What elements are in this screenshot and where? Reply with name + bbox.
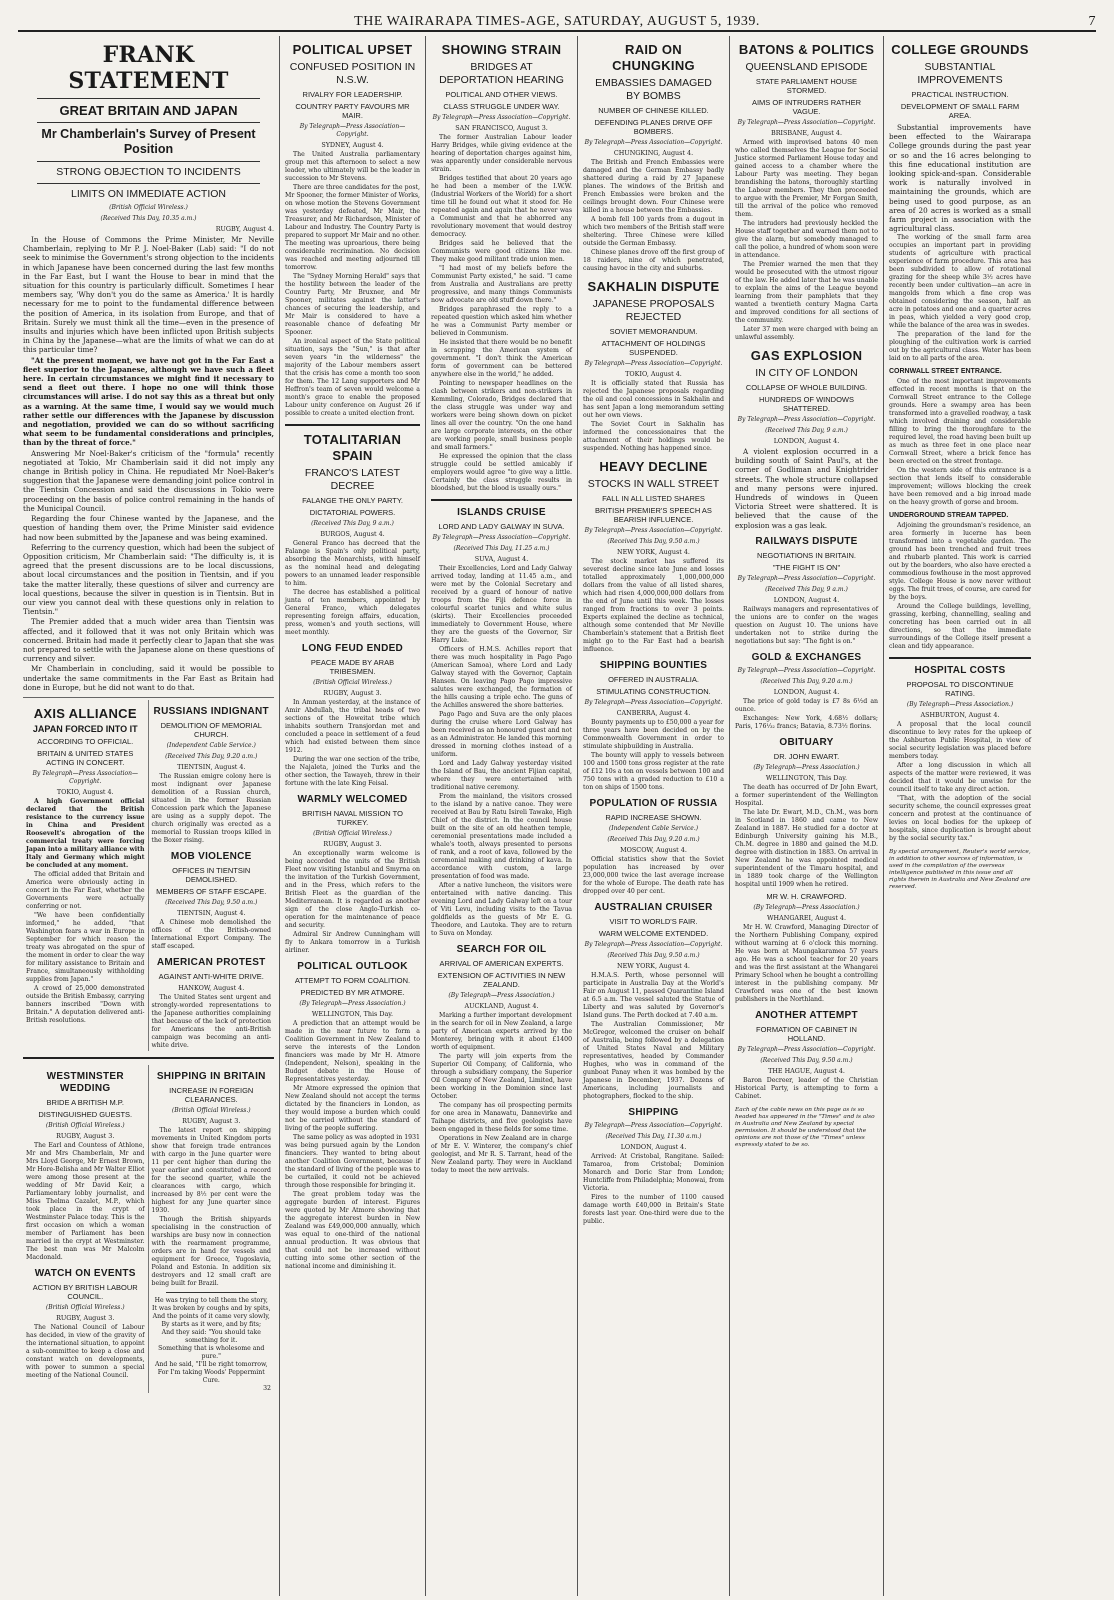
deck: "THE FIGHT IS ON" bbox=[772, 562, 841, 572]
headline: SEARCH FOR OIL bbox=[456, 944, 547, 955]
paragraph: Mr Chamberlain in concluding, said it would be possible to undertake the same commitments in the Far East as Britain had done in Europe, but he did not want to do that. bbox=[23, 664, 274, 692]
source: (British Official Wireless.) bbox=[313, 830, 392, 837]
paragraph: The decree has established a political junta of ten members, appointed by General Franco, which delegates representing foreign affairs, education, press, women's and youth sections, will meet monthly. bbox=[285, 589, 420, 636]
paragraph: A violent explosion occurred in a building south of Saint Paul's, at the corner of Godliman and Knightrider streets. The whole structure collapsed and many persons were injured. Hundreds of windows in Queen Victoria Street were shattered. It is believed that the cause of the explosion was a gas leak. bbox=[735, 447, 878, 530]
paragraph: The National Council of Labour has decided, in view of the gravity of the international situation, to appoint a sub-committee to keep a close and constant watch on developments, with power to summon a special meeting of the National Council. bbox=[26, 1323, 145, 1379]
deck: Mr Chamberlain's Survey of Present Position bbox=[41, 127, 256, 156]
deck: STIMULATING CONSTRUCTION. bbox=[596, 687, 711, 696]
received: (Received This Day, 9.20 a.m.) bbox=[760, 677, 853, 685]
headline: AUSTRALIAN CRUISER bbox=[594, 902, 713, 913]
deck: JAPANESE PROPOSALS REJECTED bbox=[592, 298, 715, 323]
paragraph: The official added that Britain and America were obviously acting in concert in the Far East, whether the Governments were actually conferring or not. bbox=[26, 870, 145, 910]
paragraph: "I had most of my beliefs before the Communist Party existed," he said. "I came from Australia and Australians are pretty progressive, and many things Communists now advocate are old stuff down there." bbox=[431, 265, 572, 304]
deck: INCREASE IN FOREIGN CLEARANCES. bbox=[169, 1085, 254, 1104]
deck: STRONG OBJECTION TO INCIDENTS bbox=[56, 166, 241, 178]
dateline: TIENTSIN, August 4. bbox=[177, 762, 246, 771]
deck: NUMBER OF CHINESE KILLED. bbox=[598, 106, 709, 115]
paragraph: A Chinese mob demolished the offices of the British-owned International Export Company. The staff escaped. bbox=[151, 918, 271, 950]
source: (By Telegraph—Press Association.) bbox=[906, 701, 1014, 709]
dateline: LONDON, August 4. bbox=[773, 595, 840, 604]
paragraph: In Amman yesterday, at the instance of Amir Abdullah, the tribal heads of two sections of the Howeitat tribe which inhabits southern Transjordan met and concluded a peace in settlement of a feud which had existed between them since 1912. bbox=[285, 699, 420, 754]
dateline: RUGBY, August 4. bbox=[215, 225, 274, 233]
source: By Telegraph—Press Association—Copyright. bbox=[737, 666, 876, 674]
footnote: By special arrangement, Reuter's world service, in addition to other sources of information, is used in the compilation of the overseas intelligence published in this issue and all rights therein in Australia and New Zealand are reserved. bbox=[889, 849, 1031, 891]
masthead-title: THE WAIRARAPA TIMES-AGE, SATURDAY, AUGUST 5, 1939. bbox=[354, 14, 760, 29]
headline: OBITUARY bbox=[779, 736, 834, 748]
paragraph: Later 37 men were charged with being an unlawful assembly. bbox=[735, 326, 878, 341]
paragraph: Arrived: At Cristobal, Rangitane. Sailed: Tamaroa, from Cristobal; Dominion Monarch and Doric Star from London; Huntcliffe from Philadelphia; Monowai, from Victoria. bbox=[583, 1153, 724, 1192]
deck: EMBASSIES DAMAGED BY BOMBS bbox=[595, 77, 712, 102]
dateline: RUGBY, August 3. bbox=[182, 1116, 241, 1125]
source: (British Official Wireless.) bbox=[45, 1303, 125, 1311]
paragraph: Though the British shipyards specialising in the construction of warships are busy now in connection with the rearmament programme, orders are in hand for vessels and equipment for Greece, Yugoslavia, Poland and Estonia. In addition six destroyers and 12 small craft are being built for Brazil. bbox=[151, 1215, 271, 1287]
dateline: WELLINGTON, This Day. bbox=[311, 1010, 394, 1018]
deck: DICTATORIAL POWERS. bbox=[309, 508, 396, 517]
source: By Telegraph—Press Association—Copyright. bbox=[737, 416, 876, 423]
paragraph: H.M.A.S. Perth, whose personnel will participate in Australia Day at the World's Fair on August 11, passed Quarantine Island at 6.5 a.m. The vessel saluted the Statue of Liberty and was saluted by Governor's Island guns. The Perth docked at 7.40 a.m. bbox=[583, 972, 724, 1019]
deck: LORD AND LADY GALWAY IN SUVA. bbox=[438, 522, 565, 531]
paragraph: Referring to the currency question, which had been the subject of Opposition criticism, Mr Chamberlain said: "The difficulty is, it is agreed that the present discussions are to be local discussions, about local circumstances and the position in Tientsin, and if you take the matter literally, these questions of silver and currency are local questions, because the silver in question is in Tientsin. But in our view you cannot deal with these questions only in relation to Tientsin." bbox=[23, 542, 274, 617]
headline: POPULATION OF RUSSIA bbox=[589, 798, 718, 809]
headline: WATCH ON EVENTS bbox=[34, 1267, 136, 1279]
source: (Independent Cable Service.) bbox=[608, 825, 699, 832]
source: By Telegraph—Press Association—Copyright. bbox=[584, 360, 723, 367]
paragraph: In the House of Commons the Prime Minister, Mr Neville Chamberlain, replying to Mr P. J. Noel-Baker (Lab) said: "I do not seek to minimise the Government's strong objection to the incidents in which Japanese have been concerned during the last few months in the Far East, but I want the House to bear in mind that the situation for this country is particularly difficult. Sometimes I hear members say, 'Why don't you do the same as America.' It is hardly necessary for me to point to the fundamental difference between the position of America, in its isolation from Europe, and that of Britain. Surely we must think all the time—even in the presence of insults and injuries which have been inflicted upon British subjects in China by the Japanese—what are the limits of what we can do at this particular time? bbox=[23, 235, 274, 355]
paragraph: The preparation of the land for the ploughing of the cultivation work is carried out by the agricultural class. Water has been laid on to all parts of the area. bbox=[889, 331, 1031, 363]
source: (By Telegraph—Press Association.) bbox=[448, 992, 555, 999]
dateline: BRISBANE, August 4. bbox=[771, 129, 842, 137]
paragraph: A bomb fell 100 yards from a dugout in which two members of the British staff were sheltering. Three Chinese were killed outside the German Embassy. bbox=[583, 216, 724, 247]
deck: DEVELOPMENT OF SMALL FARM AREA. bbox=[900, 102, 1020, 120]
deck: FRANCO'S LATEST DECREE bbox=[304, 467, 401, 492]
deck: BRITISH PREMIER'S SPEECH AS BEARISH INFLUENCE. bbox=[595, 506, 712, 524]
paragraph: A prediction that an attempt would be made in the near future to form a Coalition Government in New Zealand to serve the interests of the London financiers was made by Mr H. Atmore (Independent, Nelson), speaking in the Budget debate in the House of Representatives yesterday. bbox=[285, 1020, 420, 1083]
received: (Received This Day, 9 a.m.) bbox=[765, 427, 848, 434]
deck: HUNDREDS OF WINDOWS SHATTERED. bbox=[759, 395, 854, 413]
paragraph: The United Australia parliamentary group met this afternoon to select a new leader, who ultimately will be the leader in succession to Mr Stevens. bbox=[285, 151, 420, 182]
ad-line: And they said: "You should take something for it. bbox=[161, 1328, 261, 1344]
source: (By Telegraph—Press Association.) bbox=[753, 903, 860, 911]
source: (Independent Cable Service.) bbox=[166, 741, 256, 749]
deck: MEMBERS OF STAFF ESCAPE. bbox=[156, 886, 267, 896]
deck: BRIDGES AT DEPORTATION HEARING bbox=[439, 61, 564, 86]
deck: SOVIET MEMORANDUM. bbox=[609, 327, 698, 336]
headline: WESTMINSTER WEDDING bbox=[46, 1070, 124, 1094]
source: By Telegraph—Press Association—Copyright. bbox=[32, 769, 139, 785]
paragraph: An ironical aspect of the State political situation, says the "Sun," is that after seven years "in the wilderness" the majority of the Labour members assert that the crisis has come a month too soon for them. The 12 Lang supporters and Mr Heffron's team of seven would welcome a month's grace to enable the proposed Labour unity conference on August 26 if possible to create a united election front. bbox=[285, 338, 420, 417]
dateline: SYDNEY, August 4. bbox=[321, 141, 384, 149]
ad-line: By starts as it were, and by fits; bbox=[161, 1320, 262, 1328]
source: (British Official Wireless.) bbox=[171, 1106, 251, 1114]
dateline: AUCKLAND, August 4. bbox=[464, 1002, 539, 1010]
headline: LONG FEUD ENDED bbox=[301, 643, 404, 654]
dateline: HANKOW, August 4. bbox=[178, 983, 245, 992]
columns bbox=[18, 36, 1096, 1596]
paragraph: Regarding the four Chinese wanted by the Japanese, and the question of handing them over, the Prime Minister said evidence had now been submitted by the Japanese and was being examined. bbox=[23, 514, 274, 542]
source: (By Telegraph—Press Association.) bbox=[753, 763, 860, 771]
paragraph: The Premier added that a much wider area than Tientsin was affected, and it followed that it was not only Britain which was concerned. Britain had made it perfectly clear to Japan that she was not prepared to settle with the Japanese alone on these questions of currency and silver. bbox=[23, 617, 274, 664]
dateline: CANBERRA, August 4. bbox=[616, 709, 691, 717]
dateline: WELLINGTON, This Day. bbox=[765, 773, 848, 782]
paragraph: He insisted that there would be no benefit in scrapping the American system of government. "I don't think the American form of government can be bettered anywhere else in the world," he added. bbox=[431, 339, 572, 378]
source: (British Official Wireless.) bbox=[313, 679, 392, 686]
received: (Received This Day, 11.30 a.m.) bbox=[605, 1133, 702, 1140]
deck: POLITICAL AND OTHER VIEWS. bbox=[445, 90, 558, 99]
dateline: NEW YORK, August 4. bbox=[617, 548, 690, 556]
deck: GREAT BRITAIN AND JAPAN bbox=[59, 103, 238, 118]
headline: BATONS & POLITICS bbox=[738, 42, 875, 57]
paragraph: After a native luncheon, the visitors were entertained with native dancing. This evening Lord and Lady Galway left on a tour of Viti Levu, including visits to the Tavua goldfields as the guests of Mr E. G. Theodore, and Lautoka. They are to return to Suva on Monday. bbox=[431, 882, 572, 937]
dateline: SAN FRANCISCO, August 3. bbox=[455, 124, 548, 132]
paragraph: Bounty payments up to £50,000 a year for three years have been decided on by the Commonwealth Government in order to stimulate shipbuilding in Australia. bbox=[583, 719, 724, 750]
dateline: RUGBY, August 3. bbox=[323, 840, 382, 848]
dateline: BURGOS, August 4. bbox=[320, 530, 385, 538]
dateline: TOKIO, August 4. bbox=[56, 787, 114, 796]
deck: PROPOSAL TO DISCONTINUE RATING. bbox=[906, 680, 1014, 699]
received: (Received This Day, 11.25 a.m.) bbox=[453, 545, 550, 552]
deck: BRIDE A BRITISH M.P. bbox=[46, 1097, 124, 1107]
paragraph: An exceptionally warm welcome is being accorded the units of the British Fleet now visiting Istanbul and Smyrna on the invitation of the Turkish Government, and in the Press, which refers to the British Fleet as the guardian of the Mediterranean. It is regarded as another sign of the close Anglo-Turkish co-operation for the maintenance of peace and security. bbox=[285, 850, 420, 929]
deck: WARM WELCOME EXTENDED. bbox=[598, 929, 709, 938]
deck: LIMITS ON IMMEDIATE ACTION bbox=[71, 188, 226, 200]
headline: HEAVY DECLINE bbox=[599, 459, 708, 474]
deck: VISIT TO WORLD'S FAIR. bbox=[609, 917, 698, 926]
source: By Telegraph—Press Association—Copyright. bbox=[584, 941, 723, 948]
paragraph: The late Dr. Ewart, M.D., Ch.M., was born in Scotland in 1860 and came to New Zealand in 1887. He studied for a doctor at Edinburgh University gaining his M.B., Ch.M. degree in 1880 and gained the M.D. degree with distinction in 1883. On arrival in New Zealand he was appointed medical superintendent of the Timaru hospital, and in 1889 took charge of the Wellington hospital until 1909 when he retired. bbox=[735, 808, 878, 888]
received: (Received This Day, 9 a.m.) bbox=[765, 585, 848, 593]
source: By Telegraph—Press Association—Copyright. bbox=[584, 139, 723, 146]
dateline: ASHBURTON, August 4. bbox=[920, 711, 1000, 720]
deck: PEACE MADE BY ARAB TRIBESMEN. bbox=[310, 658, 395, 676]
source: (British Official Wireless.) bbox=[109, 204, 188, 211]
column-1a bbox=[23, 700, 149, 1051]
source: By Telegraph—Press Association—Copyright. bbox=[584, 1122, 723, 1129]
headline: SHIPPING IN BRITAIN bbox=[156, 1070, 266, 1082]
deck: PREDICTED BY MR ATMORE. bbox=[300, 988, 405, 997]
deck: COLLAPSE OF WHOLE BUILDING. bbox=[745, 383, 868, 392]
dateline: TIENTSIN, August 4. bbox=[177, 908, 246, 917]
headline: RAID ON CHUNGKING bbox=[612, 42, 695, 73]
dateline: THE HAGUE, August 4. bbox=[768, 1066, 845, 1075]
source: By Telegraph—Press Association—Copyright. bbox=[584, 699, 723, 706]
deck: ATTEMPT TO FORM COALITION. bbox=[294, 976, 411, 985]
headline: ANOTHER ATTEMPT bbox=[755, 1009, 858, 1021]
headline: AXIS ALLIANCE bbox=[33, 705, 137, 721]
deck: CLASS STRUGGLE UNDER WAY. bbox=[443, 102, 560, 111]
deck: DEMOLITION OF MEMORIAL CHURCH. bbox=[160, 720, 262, 739]
paragraph: Substantial improvements have been effected to the Wairarapa College grounds during the past year or so and the 16 acres belonging to this fine educational institution are looking spick-and-span. Considerable work is naturally involved in maintaining the grounds, which are being used to good purpose, as an area of 20 acres is worked as a small farm project in association with the agricultural class. bbox=[889, 123, 1031, 234]
column-1b bbox=[149, 700, 275, 1051]
deck: SUBSTANTIAL IMPROVEMENTS bbox=[917, 61, 1003, 86]
deck: ACCORDING TO OFFICIAL. bbox=[37, 736, 134, 746]
paragraph: Bridges testified that about 20 years ago he had been a member of the I.W.W. (Industrial Workers of the World) for a short time till he found out what it stood for. He repeated again and again that he never was a Communist and that he abhorred any revolutionary movement that would destroy democracy. bbox=[431, 175, 572, 238]
source: By Telegraph—Press Association—Copyright. bbox=[737, 1045, 876, 1053]
paragraph: Chinese planes drove off the first group of 18 raiders, nine of which penetrated, causing havoc in the city and suburbs. bbox=[583, 249, 724, 272]
paragraph: Answering Mr Noel-Baker's criticism of the "formula" recently negotiated at Tokio, Mr Chamberlain said it did not imply any change in British policy in China. He repudiated Mr Noel-Baker's suggestion that the Japanese were demanding joint police control in the Tientsin Concession and said the discussions in Tokio were proceeding on the basis of police control remaining in the hands of the Municipal Council. bbox=[23, 448, 274, 513]
deck: OFFERED IN AUSTRALIA. bbox=[608, 675, 699, 684]
dateline: MOSCOW, August 4. bbox=[620, 846, 687, 854]
ad-line: And the points of it came very slowly, bbox=[152, 1312, 270, 1320]
paragraph: The British and French Embassies were damaged and the German Embassy badly shattered during a raid by 27 Japanese planes. The windows of the British and French Embassies were broken and the ceilings brought down. Four Chinese were killed in a house between the Embassies. bbox=[583, 159, 724, 214]
paragraph: The former Australian Labour leader Harry Bridges, while giving evidence at the hearing of deportation charges against him, was apparently under considerable nervous strain. bbox=[431, 134, 572, 173]
column-1-lower bbox=[23, 700, 274, 1051]
paragraph: The same policy as was adopted in 1931 was being pursued again by the London financiers. They wanted to bring about another Coalition Government, because if the standard of living of the people was to be curtailed, it could not be achieved through those responsible for bringing it. bbox=[285, 1134, 420, 1189]
paragraph: The latest report on shipping movements in United Kingdom ports show that foreign trade entrances with cargo in the June quarter were 11 per cent higher than during the year earlier and constituted a record for the second quarter, while the clearances with cargo, which increased by 8½ per cent were the highest for any June quarter since 1930. bbox=[151, 1126, 271, 1214]
deck: FALANGE THE ONLY PARTY. bbox=[302, 496, 403, 505]
paragraph: General Franco has decreed that the Falange is Spain's only political party, absorbing the Monarchists, with himself as the nominal head and delegating powers to an unnamed leader responsible to him. bbox=[285, 540, 420, 587]
column-1 bbox=[18, 36, 280, 1596]
received: (Received This Day, 9.50 a.m.) bbox=[760, 1056, 853, 1064]
deck: AIMS OF INTRUDERS RATHER VAGUE. bbox=[751, 98, 862, 116]
source: (British Official Wireless.) bbox=[45, 1121, 125, 1129]
paragraph: The Australian Commissioner, Mr McGregor, welcomed the cruiser on behalf of Australia, being followed by a delegation of United States Naval and Military representatives, headed by Commander Hughes, who was in command of the gunboat Panay when it was bombed by the Japanese in December, 1937. Dozens of Americans, including journalists and photographers, flocked to the ship. bbox=[583, 1021, 724, 1100]
paragraph: A crowd of 25,000 demonstrated outside the British Embassy, carrying banners inscribed "Down with Britain." A deputation delivered anti-British resolutions. bbox=[26, 984, 145, 1024]
dateline: RUGBY, August 3. bbox=[56, 1131, 115, 1140]
received: (Received This Day, 9.50 a.m.) bbox=[607, 952, 700, 959]
paragraph: The Premier warned the men that they would be prosecuted with the utmost rigour of the law. He added later that he was unable to explain the aims of the League beyond learning from their pamphlets that they wanted a twentieth century Magna Carta and improved conditions for all sections of the community. bbox=[735, 261, 878, 324]
paragraph: During the war one section of the tribe, the Najaleta, joined the Turks and the other section, the Tawayeh, threw in their fortune with the late King Feisal. bbox=[285, 756, 420, 787]
column-1c bbox=[23, 1065, 149, 1393]
paragraph: Lord and Lady Galway yesterday visited the Island of Bau, the ancient Fijian capital, where they were entertained with traditional native ceremony. bbox=[431, 760, 572, 791]
deck: QUEENSLAND EPISODE bbox=[745, 61, 868, 73]
column-1-bottom bbox=[23, 1065, 274, 1393]
received: (Received This Day, 9.50 a.m.) bbox=[607, 538, 700, 545]
dateline: LONDON, August 4. bbox=[773, 687, 840, 696]
deck: CONFUSED POSITION IN N.S.W. bbox=[289, 61, 416, 86]
paragraph: Official statistics show that the Soviet population has increased by over 23,000,000 twice the last average increase for the whole of Europe. The death rate has dropped over 40 per cent. bbox=[583, 856, 724, 895]
paragraph: The Earl and Countess of Athlone, Mr and Mrs Chamberlain, Mr and Mrs Lloyd George, Mr Ernest Brown, Mr Hore-Belisha and Mr Walter Elliot were among those present at the wedding of Mr David Keir, a Parliamentary lobby journalist, and Miss Thelma Cazalet, M.P., which took place in the crypt of Westminster Palace today. This is the first occasion on which a woman member of Parliament has been married in the crypt at Westminster. The best man was Mr Malcolm Macdonald. bbox=[26, 1141, 145, 1261]
dateline: NEW YORK, August 4. bbox=[617, 962, 690, 970]
deck: RAPID INCREASE SHOWN. bbox=[605, 813, 702, 822]
headline: WARMLY WELCOMED bbox=[297, 794, 408, 805]
paragraph: The Soviet Court in Sakhalin has informed the concessionaires that the attachment of their holdings would be suspended. Nothing has happened since. bbox=[583, 421, 724, 452]
paragraph: The Russian emigre colony here is most indignant over Japanese demolition of a Russian church, situated in the former Russian Concession park which the Japanese are using as a supply depot. The church originally was erected as a memorial to Russian troops killed in the Boxer rising. bbox=[151, 772, 271, 844]
paragraph: The company has oil prospecting permits for one area in Manawatu, Dannevirke and Taihape districts, and five geologists have been engaged in these fields for some time. bbox=[431, 1102, 572, 1133]
paragraph: He expressed the opinion that the class struggle could be settled amicably if employers would agree "to give way a little. Certainly the class struggle results in bloodshed, but the blood is usually ours." bbox=[431, 453, 572, 492]
paragraph: The price of gold today is £7 8s 6½d an ounce. bbox=[735, 697, 878, 713]
dateline: CHUNGKING, August 4. bbox=[613, 149, 694, 157]
paragraph: The "Sydney Morning Herald" says that the hostility between the leader of the Country Party, Mr Bruxner, and Mr Spooner, militates against the latter's chances of securing the leadership, and Mr Mair is considered to have a reasonable chance of defeating Mr Spooner. bbox=[285, 273, 420, 336]
received: (Received This Day, 9.20 a.m.) bbox=[607, 836, 700, 843]
headline: COLLEGE GROUNDS bbox=[891, 42, 1029, 57]
ad-number: 32 bbox=[263, 1384, 271, 1392]
headline: GOLD & EXCHANGES bbox=[751, 651, 862, 663]
paragraph: Around the College buildings, levelling, grassing, kerbing, channelling, sealing and concreting has been carried out in all directions, so that the immediate surroundings of the College itself present a clean and tidy appearance. bbox=[889, 603, 1031, 651]
paragraph: Bridges said he believed that the Communists were good citizens like me. They make good militant trade union men. bbox=[431, 240, 572, 263]
deck: DISTINGUISHED GUESTS. bbox=[38, 1109, 133, 1119]
paragraph: One of the most important improvements effected in recent months is that on the Cornwall Street entrance to the College grounds. Here a swampy area has been transformed into a gravelled roadway, a task which involved draining and considerable filling to bring the thoroughfare to the required level, the road having been built up as much as three feet in one place near Cornwall Street, where a brick fence has been erected on the street frontage. bbox=[889, 378, 1031, 466]
paragraph: "At the present moment, we have not got in the Far East a fleet superior to the Japanese, although we have such a fleet here. In certain circumstances we might find it necessary to send a fleet out there. I hope no one will think those circumstances will arise. I do not say this as a threat but only as a warning. At the same time, I would say we would much rather settle our differences with the Japanese by discussion and negotiation, provided we can do so without sacrificing what seem to be fundamental considerations and principles, than by the threat of force." bbox=[23, 355, 274, 448]
paragraph: The intruders had previously heckled the House staff together and warned them not to give the alarm, but somebody managed to call the police, a hundred of whom soon were in attendance. bbox=[735, 220, 878, 259]
headline: GAS EXPLOSION bbox=[750, 348, 863, 363]
source: By Telegraph—Press Association—Copyright. bbox=[432, 534, 571, 541]
column-4 bbox=[578, 36, 730, 1596]
paragraph: A high Government official declared that the British resistance to the currency issue in China and President Roosevelt's abrogation of the commercial treaty were forcing Japan into a military alliance with Italy and Germany which might be concluded at any moment. bbox=[26, 797, 145, 869]
paragraph: Fires to the number of 1100 caused damage worth £40,000 in Britain's State forests last year. One-third were due to the public. bbox=[583, 1194, 724, 1225]
paragraph: Mr Atmore expressed the opinion that New Zealand should not accept the terms dictated by the financiers in London, as they would impose a burden which could not be carried without the standard of living of the people suffering. bbox=[285, 1085, 420, 1132]
paragraph: Mr H. W. Crawford, Managing Director of the Northern Publishing Company, expired without warning at 6 o'clock this morning. He was born at Maungakaramea 57 years ago. He was a school teacher for 20 years and was the first assistant at the Whangarei Primary School when he bought a controlling interest in the publishing company. Mr Crawford was one of the best known publishers in the Northland. bbox=[735, 923, 878, 1003]
masthead bbox=[18, 0, 1096, 32]
headline: MOB VIOLENCE bbox=[170, 850, 252, 862]
deck: DR. JOHN EWART. bbox=[773, 751, 840, 761]
page-number: 7 bbox=[1088, 14, 1096, 29]
deck: EXTENSION OF ACTIVITIES IN NEW ZEALAND. bbox=[437, 971, 566, 989]
paragraph: Adjoining the groundsman's residence, an area formerly in lucerne has been transformed into a vegetable garden. The ground has been trenched and fruit trees and rhubarb planted. This work is carried out by the boarders, who also have erected a commodious fowlhouse in the most approved style. College House is now never without eggs. The fruit trees, of course, are cared for by the boys. bbox=[889, 522, 1031, 602]
subheading: CORNWALL STREET ENTRANCE. bbox=[889, 368, 1002, 376]
paragraph: After a long discussion in which all aspects of the matter were reviewed, it was decided that it would be unwise for the council itself to take any direct action. bbox=[889, 762, 1031, 794]
headline: SHIPPING BOUNTIES bbox=[599, 660, 708, 671]
paragraph: "That, with the adoption of the social security scheme, the council expresses great concern and protest at the continuance of levies on local bodies for the upkeep of hospitals, since duplication is brought about by the social security tax." bbox=[889, 795, 1031, 843]
deck: COUNTRY PARTY FAVOURS MR MAIR. bbox=[295, 102, 410, 120]
source: By Telegraph—Press Association—Copyright. bbox=[432, 114, 571, 121]
dateline: RUGBY, August 3. bbox=[56, 1313, 115, 1322]
deck: ACTION BY BRITISH LABOUR COUNCIL. bbox=[32, 1282, 138, 1301]
deck: BRITAIN & UNITED STATES ACTING IN CONCERT. bbox=[37, 748, 134, 767]
paragraph: Railways managers and representatives of the unions are to confer on the wages question on August 10. The unions have undertaken not to strike during the negotiations but say: "The fight is on." bbox=[735, 605, 878, 645]
paragraph: Pointing to newspaper headlines on the clash between strikers and non-strikers in Kemmling, Colorado, Bridges declared that the class struggle was under way and workers were being shown down on picket lines all over the country. "On the one hand are large corporate interests, on the other are working people, small business people and small farmers." bbox=[431, 380, 572, 451]
paragraph: The party will join experts from the Superior Oil Company, of California, who through a subsidiary company, the Superior Oil Company of New Zealand, Limited, have been working in the Dominion since last October. bbox=[431, 1053, 572, 1100]
deck: STOCKS IN WALL STREET bbox=[587, 478, 720, 490]
deck: PRACTICAL INSTRUCTION. bbox=[911, 90, 1009, 99]
paragraph: Marking a further important development in the search for oil in New Zealand, a large party of American experts arrived by the Monterey, bringing with it about £1400 worth of equipment. bbox=[431, 1012, 572, 1051]
deck: FALL IN ALL LISTED SHARES bbox=[602, 494, 705, 503]
paragraph: The stock market has suffered its severest decline since late June and losses totalled approximately 1,000,000,000 dollars from the value of all listed shares, which had risen 4,000,000,000 dollars from the end of June until this week. The losses ranged from fractions to over 3 points. Experts explained the decline as technical, although some contended that Mr Neville Chamberlain's statement that a British fleet might go to the Far East had a bearish influence. bbox=[583, 558, 724, 653]
paragraph: Officers of H.M.S. Achilles report that there was much hospitality in Pago Pago (American Samoa), where Lord and Lady Galway stayed with the Governor, Captain Hansen. On leaving Pago Pago impressive salutes were exchanged, the formation of the hills causing a triple echo. The guns of the Achilles answered the shore batteries. bbox=[431, 646, 572, 709]
footnote: Each of the cable news on this page as is so headed has appeared in the "Times" and is also in Australia and New Zealand by special permission. It should be understood that the opinions are not those of the "Times" unless expressly stated to be so. bbox=[735, 1106, 875, 1148]
dateline: LONDON, August 4. bbox=[773, 437, 840, 445]
paragraph: Bridges paraphrased the reply to a repeated question which asked him whether he was a Communist Party member or believed in Communism. bbox=[431, 306, 572, 337]
headline: TOTALITARIAN SPAIN bbox=[303, 432, 402, 463]
headline: FRANK STATEMENT bbox=[68, 42, 229, 94]
headline: SHOWING STRAIN bbox=[441, 42, 562, 57]
dateline: SUVA, August 4. bbox=[474, 555, 529, 563]
received: (Received This Day, 9.20 a.m.) bbox=[165, 752, 258, 760]
source: By Telegraph—Press Association—Copyright. bbox=[737, 574, 876, 582]
column-2 bbox=[280, 36, 426, 1596]
paragraph: On the western side of this entrance is a section that lends itself to considerable improvement; willows blocking the creek have been removed and a big inroad made on the heavy growth of gorse and broom. bbox=[889, 467, 1031, 507]
column-5 bbox=[730, 36, 884, 1596]
ad-line: He was trying to tell them the story, bbox=[154, 1296, 268, 1304]
paragraph: Exchanges: New York, 4.68½ dollars; Paris, 176¹⁄₃₂ francs; Batavia, 8.73½ florins. bbox=[735, 714, 878, 730]
paragraph: Admiral Sir Andrew Cunningham will fly to Ankara tomorrow in a Turkish airliner. bbox=[285, 931, 420, 954]
ad-line: And he said, "I'll be right tomorrow, bbox=[154, 1360, 268, 1368]
paragraph: Armed with improvised batons 40 men who called themselves the League for Social Justice stormed Parliament House today and gained access to a chamber where the Labour Party was meeting. They began brandishing the batons, thoroughly startling the Labour members. They then proceeded to argue with the Premier, Mr Forgan Smith, till the arrival of the police who removed them. bbox=[735, 139, 878, 218]
deck: IN CITY OF LONDON bbox=[755, 367, 858, 379]
deck: OFFICES IN TIENTSIN DEMOLISHED. bbox=[172, 865, 251, 884]
headline: SHIPPING bbox=[628, 1107, 679, 1118]
subheading: UNDERGROUND STREAM TAPPED. bbox=[889, 512, 1009, 520]
dateline: TOKIO, August 4. bbox=[625, 370, 682, 378]
ad-line: Something that is wholesome and pure." bbox=[158, 1344, 265, 1360]
received: (Received This Day, 9.50 a.m.) bbox=[165, 898, 258, 906]
headline: AMERICAN PROTEST bbox=[156, 956, 266, 968]
paragraph: It is officially stated that Russia has rejected the Japanese proposals regarding the oil and coal concessions in Sakhalin and has sent Japan a long memorandum setting out her own views. bbox=[583, 380, 724, 419]
ad-line: It was broken by coughs and by spits, bbox=[152, 1304, 271, 1312]
dateline: LONDON, August 4. bbox=[620, 1143, 687, 1151]
headline: RUSSIANS INDIGNANT bbox=[153, 705, 269, 717]
paragraph: The death has occurred of Dr John Ewart, a former superintendent of the Wellington Hospital. bbox=[735, 783, 878, 807]
column-6 bbox=[884, 36, 1036, 1596]
deck: MR W. H. CRAWFORD. bbox=[766, 891, 847, 901]
received: (Received This Day, 9 a.m.) bbox=[311, 520, 394, 527]
paragraph: From the mainland, the visitors crossed to the island by a native canoe. They were received at Bau by Ratu Isireli Tawake, High Chief of the district. In the council house built on the site of an old heathen temple, ceremonial presentations made included a whale's tooth, always presented to persons of rank, and a root of kava, followed by the ceremonial making and drinking of kava. In accordance with custom, a large presentation of food was made. bbox=[431, 793, 572, 880]
paragraph: The bounty will apply to vessels between 100 and 1500 tons gross register at the rate of £12 10s a ton on vessels between 100 and 750 tons with a graded reduction to £10 a ton on ships of 1500 tons. bbox=[583, 752, 724, 791]
deck: AGAINST ANTI-WHITE DRIVE. bbox=[158, 971, 264, 981]
deck: FORMATION OF CABINET IN HOLLAND. bbox=[756, 1024, 857, 1043]
deck: STATE PARLIAMENT HOUSE STORMED. bbox=[755, 77, 858, 95]
source: By Telegraph—Press Association—Copyright. bbox=[584, 527, 723, 534]
deck: ARRIVAL OF AMERICAN EXPERTS. bbox=[439, 959, 564, 968]
paragraph: Pago Pago and Suva are the only places during the cruise where Lord Galway has been received as an honoured guest and not as an Administrator. He landed this morning dressed in morning clothes instead of a uniform. bbox=[431, 711, 572, 758]
headline: SAKHALIN DISPUTE bbox=[587, 279, 720, 294]
ad-line: For I'm taking Woods' Peppermint Cure. bbox=[157, 1368, 265, 1384]
paragraph: Their Excellencies, Lord and Lady Galway arrived today, landing at 11.45 a.m., and were met by the Colonial Secretary and received by a guard of honour of native troops from the Fiji defence force in colourful scarlet tunics and white sulus (skirts). Their Excellencies proceeded immediately to Government House, where they are the guests of the Governor, Sir Harry Luke. bbox=[431, 565, 572, 644]
paragraph: There are three candidates for the post, Mr Spooner, the former Minister of Works, on whose motion the Stevens Government was yesterday defeated, Mr Mair, the Treasurer, and Mr Richardson, Minister of Labour and Industry. The Country Party is prepared to support Mr Mair and no other. The meeting was uproarious, there being considerable recrimination. No decision was reached and meeting adjourned till tomorrow. bbox=[285, 184, 420, 271]
column-1d bbox=[149, 1065, 275, 1393]
frank-statement-article bbox=[23, 42, 274, 698]
deck: RIVALRY FOR LEADERSHIP. bbox=[302, 90, 403, 99]
deck: BRITISH NAVAL MISSION TO TURKEY. bbox=[302, 809, 403, 827]
paragraph: The great problem today was the aggregate burden of interest. Figures were quoted by Mr Atmore showing that the aggregate interest burden in New Zealand was £49,000,000 annually, which was equal to one-third of the national annual production. It was obvious that that could not be increased without cutting into some other section of the national income and diminishing it. bbox=[285, 1191, 420, 1270]
paragraph: Baron Decreer, leader of the Christian Historical Party, is attempting to form a Cabinet. bbox=[735, 1076, 878, 1100]
deck: DEFENDING PLANES DRIVE OFF BOMBERS. bbox=[594, 118, 713, 136]
headline: HOSPITAL COSTS bbox=[914, 665, 1006, 677]
paragraph: The working of the small farm area occupies an important part in providing students of agriculture with practical experience of farm procedure. This area has been subdivided to allow of rotational grazing for the sheep while 3½ acres have recently been under cultivation—an acre in mangolds from which a fine crop was obtained considering the season, half an acre in potatoes and one and a quarter acres in peas, which yielded a very good crop, while the balance of the area was in swedes. bbox=[889, 234, 1031, 330]
paragraph: "We have been confidentially informed," he added, "that Washington fears a war in Europe in September for which reason the treaty was abrogated on the spur of the moment in order to clear the way for military assistance to Britain and France, simultaneously withholding supplies from Japan." bbox=[26, 911, 145, 983]
headline: ISLANDS CRUISE bbox=[457, 507, 546, 518]
deck: NEGOTIATIONS IN BRITAIN. bbox=[757, 550, 856, 560]
deck: JAPAN FORCED INTO IT bbox=[32, 723, 138, 734]
paragraph: Operations in New Zealand are in charge of Mr E. V. Winterer, the company's chief geologist, and Mr R. S. Tarrant, head of the New Zealand party. They were in Auckland today to meet the new arrivals. bbox=[431, 1135, 572, 1174]
headline: RAILWAYS DISPUTE bbox=[755, 535, 858, 547]
paragraph: The United States sent urgent and strongly-worded representations to the Japanese authorities complaining that because of the lack of protection for Americans the anti-British campaign was becoming an anti-white drive. bbox=[151, 993, 271, 1049]
headline: POLITICAL UPSET bbox=[292, 42, 413, 57]
received: (Received This Day, 10.35 a.m.) bbox=[100, 215, 197, 222]
source: By Telegraph—Press Association—Copyright. bbox=[299, 123, 406, 138]
advertisement bbox=[152, 1297, 272, 1393]
headline: POLITICAL OUTLOOK bbox=[297, 961, 408, 972]
source: (By Telegraph—Press Association.) bbox=[299, 1000, 406, 1007]
deck: ATTACHMENT OF HOLDINGS SUSPENDED. bbox=[601, 339, 706, 357]
source: By Telegraph—Press Association—Copyright. bbox=[737, 119, 876, 126]
dateline: WHANGAREI, August 4. bbox=[766, 913, 847, 922]
paragraph: A proposal that the local council discontinue to levy rates for the upkeep of the Ashburton Public Hospital, in view of social security legislation was placed before members today. bbox=[889, 721, 1031, 761]
column-3 bbox=[426, 36, 578, 1596]
dateline: RUGBY, August 3. bbox=[323, 689, 382, 697]
